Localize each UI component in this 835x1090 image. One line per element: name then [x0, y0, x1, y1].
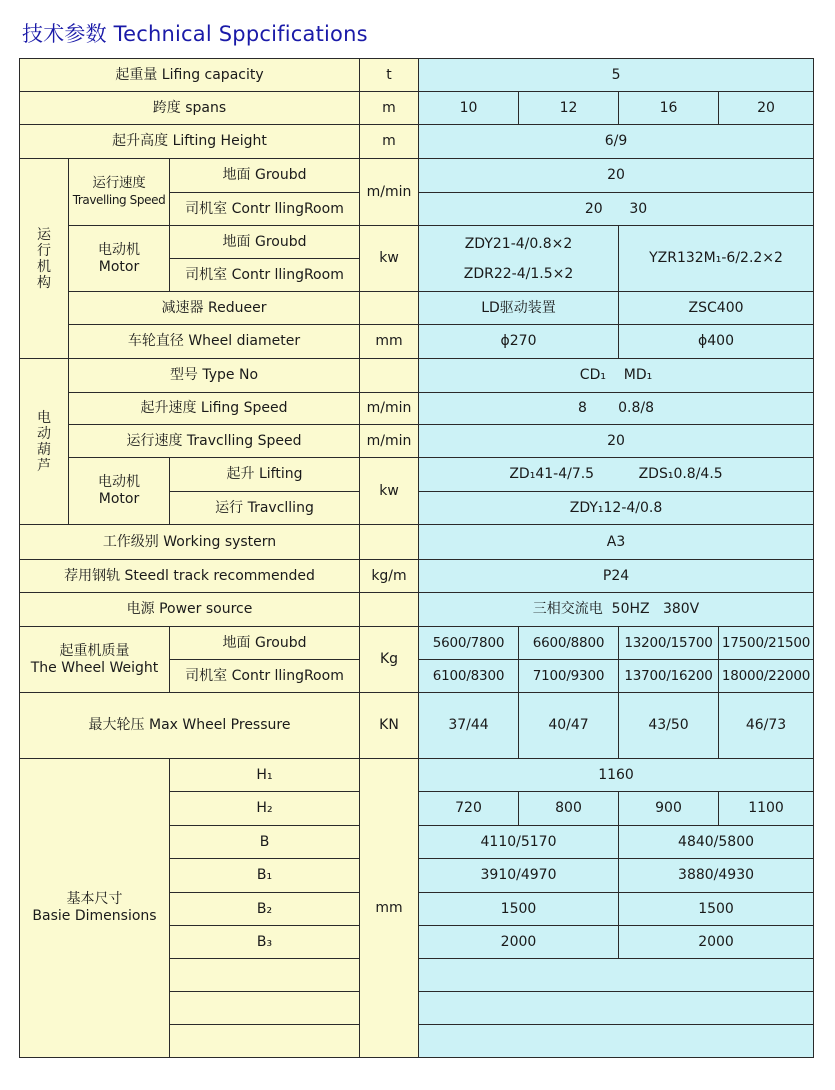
dim-h2-value: 720	[419, 792, 519, 826]
weight-label	[20, 627, 170, 693]
power-value: 三相交流电 50HZ 380V	[419, 593, 814, 627]
capacity-unit: t	[360, 59, 419, 92]
row-max-pressure	[20, 693, 814, 759]
travel-ground-label: 地面 Groubd	[170, 159, 360, 193]
motor-cn: 电动机	[98, 241, 140, 258]
reducer-right: ZSC400	[619, 292, 814, 325]
weight-cabin-value: 18000/22000	[719, 660, 814, 693]
motor-left-models	[419, 226, 619, 292]
spans-label: 跨度 spans	[20, 92, 360, 125]
hoist-lift-label: 起升 Lifting	[170, 458, 360, 492]
row-hoist-travel-speed	[20, 425, 814, 458]
travel-cabin-value: 20 30	[419, 193, 814, 226]
row-type-no	[20, 359, 814, 393]
dim-empty-label	[170, 992, 360, 1025]
dim-h2-value: 800	[519, 792, 619, 826]
dimensions-en: Basie Dimensions	[32, 908, 157, 924]
spec-table	[19, 58, 814, 1058]
span-value: 10	[419, 92, 519, 125]
rail-unit: kg/m	[360, 560, 419, 593]
dim-b2-value: 1500	[419, 893, 619, 926]
dim-empty-value	[419, 959, 814, 992]
lift-speed-value: 8 0.8/8	[419, 393, 814, 425]
row-weight-ground	[20, 627, 814, 660]
dim-h2-value: 1100	[719, 792, 814, 826]
dim-b2-value: 1500	[619, 893, 814, 926]
dim-h2-label: H₂	[170, 792, 360, 826]
hoist-travel-motor-value: ZDY₁12-4/0.8	[419, 492, 814, 525]
row-spans	[20, 92, 814, 125]
row-travel-speed-ground	[20, 159, 814, 193]
dim-b3-value: 2000	[419, 926, 619, 959]
running-group-label: 运行机构	[37, 226, 51, 291]
travel-cabin-label: 司机室 Contr llingRoom	[170, 193, 360, 226]
dim-empty-label	[170, 959, 360, 992]
row-wheel-diameter	[20, 325, 814, 359]
hoist-lift-value: ZD₁41-4/7.5 ZDS₁0.8/4.5	[419, 458, 814, 492]
hoist-group	[20, 359, 69, 525]
motor-right-model: YZR132M₁-6/2.2×2	[619, 226, 814, 292]
dim-b1-label: B₁	[170, 859, 360, 893]
dim-b-value: 4110/5170	[419, 826, 619, 859]
dim-b1-value: 3880/4930	[619, 859, 814, 893]
hoist-travel-value: 20	[419, 425, 814, 458]
max-pressure-value: 43/50	[619, 693, 719, 759]
travel-ground-value: 20	[419, 159, 814, 193]
hoist-motor-cn: 电动机	[98, 474, 140, 490]
type-no-value: CD₁ MD₁	[419, 359, 814, 393]
work-class-label: 工作级别 Working systern	[20, 525, 360, 560]
spans-unit: m	[360, 92, 419, 125]
weight-ground-value: 17500/21500	[719, 627, 814, 660]
hoist-motor-unit: kw	[360, 458, 419, 525]
row-reducer	[20, 292, 814, 325]
row-lift-height	[20, 125, 814, 159]
travel-speed-cn: 运行速度	[92, 175, 146, 191]
power-unit	[360, 593, 419, 627]
lift-height-unit: m	[360, 125, 419, 159]
dim-h2-value: 900	[619, 792, 719, 826]
dimensions-label	[20, 759, 170, 1058]
wheel-unit: mm	[360, 325, 419, 359]
lift-height-value: 6/9	[419, 125, 814, 159]
row-dim-h1	[20, 759, 814, 792]
span-value: 12	[519, 92, 619, 125]
dim-h1-label: H₁	[170, 759, 360, 792]
travel-speed-en: Travelling Speed	[72, 193, 166, 207]
weight-ground-value: 6600/8800	[519, 627, 619, 660]
span-value: 20	[719, 92, 814, 125]
dim-b3-value: 2000	[619, 926, 814, 959]
capacity-value: 5	[419, 59, 814, 92]
weight-ground-label: 地面 Groubd	[170, 627, 360, 660]
row-work-class	[20, 525, 814, 560]
motor-cabin-label: 司机室 Contr llingRoom	[170, 259, 360, 292]
hoist-travel-motor-label: 运行 Travclling	[170, 492, 360, 525]
hoist-travel-label: 运行速度 Travclling Speed	[69, 425, 360, 458]
row-capacity	[20, 59, 814, 92]
dim-b2-label: B₂	[170, 893, 360, 926]
dim-h1-value: 1160	[419, 759, 814, 792]
dim-empty-value	[419, 992, 814, 1025]
weight-cabin-value: 6100/8300	[419, 660, 519, 693]
motor-left-top: ZDY21-4/0.8×2	[464, 235, 573, 252]
weight-ground-value: 13200/15700	[619, 627, 719, 660]
weight-cabin-label: 司机室 Contr llingRoom	[170, 660, 360, 693]
hoist-motor-label	[69, 458, 170, 525]
row-rail	[20, 560, 814, 593]
dimensions-unit: mm	[360, 759, 419, 1058]
weight-unit: Kg	[360, 627, 419, 693]
hoist-group-label: 电动葫芦	[37, 409, 51, 474]
work-class-unit	[360, 525, 419, 560]
hoist-travel-unit: m/min	[360, 425, 419, 458]
weight-cabin-value: 13700/16200	[619, 660, 719, 693]
power-label: 电源 Power source	[20, 593, 360, 627]
travel-speed-unit: m/min	[360, 159, 419, 226]
dim-b3-label: B₃	[170, 926, 360, 959]
wheel-left: ϕ270	[419, 325, 619, 359]
rail-label: 荐用钢轨 Steedl track recommended	[20, 560, 360, 593]
running-mechanism-group	[20, 159, 69, 359]
motor-label	[69, 226, 170, 292]
dimensions-cn: 基本尺寸	[66, 891, 123, 907]
motor-ground-label: 地面 Groubd	[170, 226, 360, 259]
max-pressure-unit: KN	[360, 693, 419, 759]
max-pressure-value: 46/73	[719, 693, 814, 759]
dim-b1-value: 3910/4970	[419, 859, 619, 893]
dim-b-label: B	[170, 826, 360, 859]
rail-value: P24	[419, 560, 814, 593]
weight-ground-value: 5600/7800	[419, 627, 519, 660]
work-class-value: A3	[419, 525, 814, 560]
page-title: 技术参数 Technical Sppcifications	[22, 22, 368, 46]
type-no-unit	[360, 359, 419, 393]
lift-height-label: 起升高度 Lifting Height	[20, 125, 360, 159]
hoist-motor-en: Motor	[98, 491, 140, 507]
dim-b-value: 4840/5800	[619, 826, 814, 859]
lift-speed-label: 起升速度 Lifing Speed	[69, 393, 360, 425]
max-pressure-value: 40/47	[519, 693, 619, 759]
span-value: 16	[619, 92, 719, 125]
wheel-label: 车轮直径 Wheel diameter	[69, 325, 360, 359]
weight-en: The Wheel Weight	[30, 659, 159, 676]
dim-empty-value	[419, 1025, 814, 1058]
reducer-unit	[360, 292, 419, 325]
lift-speed-unit: m/min	[360, 393, 419, 425]
travel-speed-label	[69, 159, 170, 226]
row-lift-speed	[20, 393, 814, 425]
max-pressure-label: 最大轮压 Max Wheel Pressure	[20, 693, 360, 759]
motor-en: Motor	[98, 258, 140, 275]
row-hoist-motor-lift	[20, 458, 814, 492]
reducer-label: 减速器 Redueer	[69, 292, 360, 325]
wheel-right: ϕ400	[619, 325, 814, 359]
weight-cn: 起重机质量	[59, 642, 130, 659]
row-power	[20, 593, 814, 627]
capacity-label: 起重量 Lifing capacity	[20, 59, 360, 92]
reducer-left: LD驱动装置	[419, 292, 619, 325]
motor-left-bottom: ZDR22-4/1.5×2	[463, 265, 574, 282]
type-no-label: 型号 Type No	[69, 359, 360, 393]
row-motor-ground	[20, 226, 814, 259]
motor-unit: kw	[360, 226, 419, 292]
dim-empty-label	[170, 1025, 360, 1058]
max-pressure-value: 37/44	[419, 693, 519, 759]
weight-cabin-value: 7100/9300	[519, 660, 619, 693]
